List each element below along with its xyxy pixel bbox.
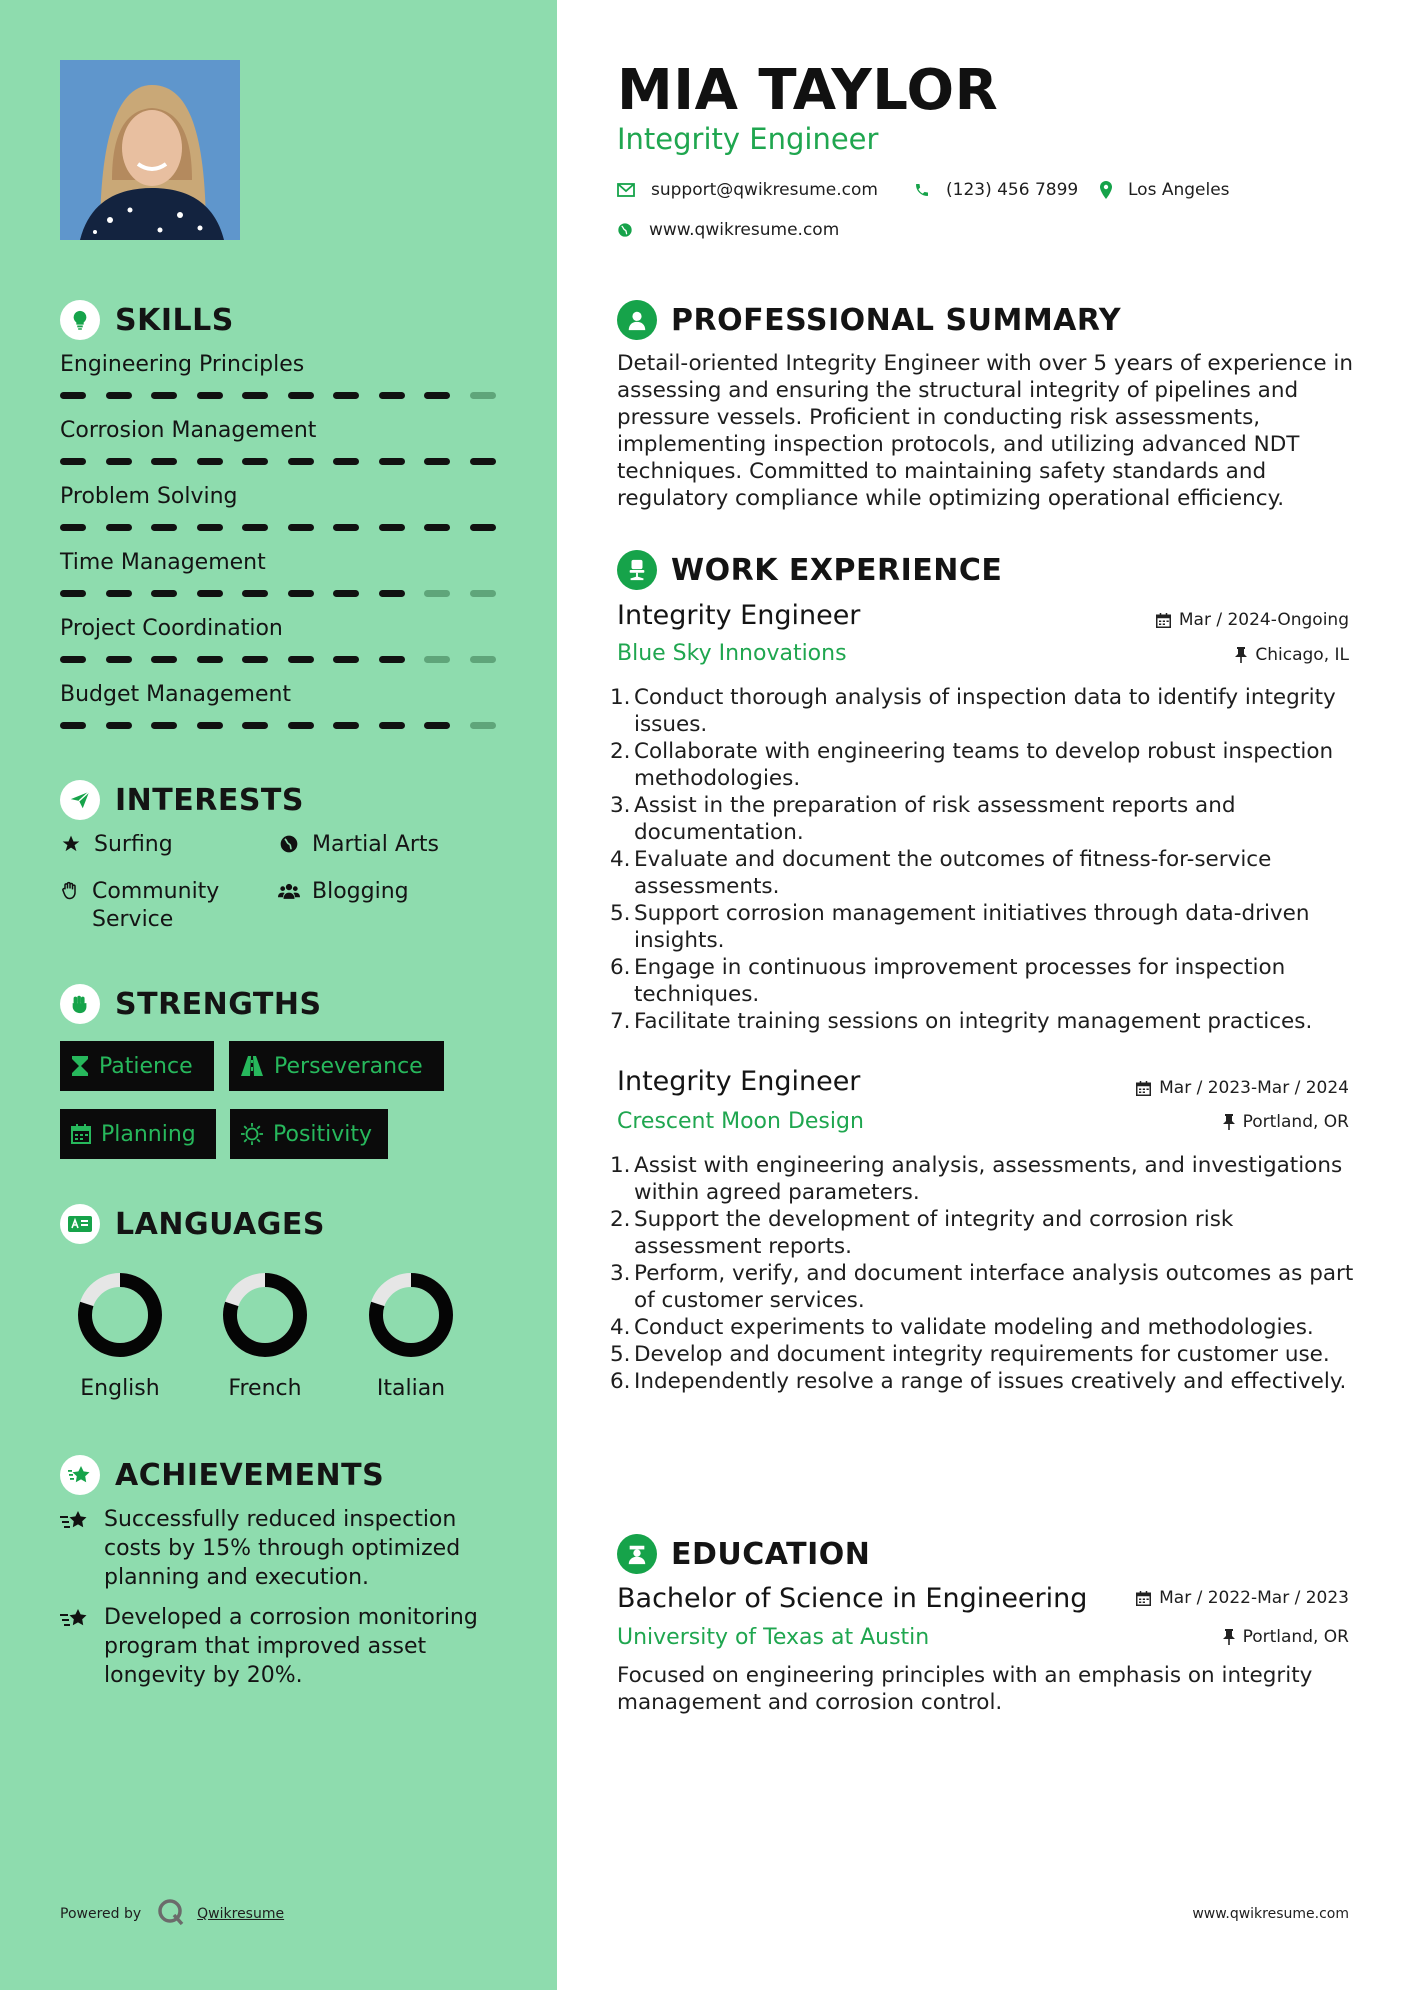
skill-item: Project Coordination [60,614,500,680]
skill-rating-dash [379,656,405,663]
skill-rating-dash [197,590,223,597]
skill-rating-dash [197,656,223,663]
job-responsibilities [610,684,1355,1035]
skill-rating-dash [60,656,86,663]
strength-badge: Patience [60,1041,214,1091]
powered-by: Powered by Qwikresume [60,1898,284,1930]
skill-rating-dash [288,722,314,729]
calendar-icon [1136,1081,1151,1096]
skill-rating [60,656,515,663]
language-icon [60,1204,100,1244]
skill-rating-dash [106,392,132,399]
paper-plane-icon [60,780,100,820]
skill-rating [60,524,515,531]
pushpin-icon [1235,647,1247,663]
skill-rating-dash [242,524,268,531]
skill-rating-dash [197,458,223,465]
skill-rating-dash [197,524,223,531]
skill-rating-dash [151,392,177,399]
interest-item: Surfing [60,831,173,859]
language-item: French [205,1270,325,1401]
pushpin-icon [1223,1629,1235,1645]
skill-item: Budget Management [60,680,500,746]
skill-rating-dash [333,722,359,729]
interests-heading: INTERESTS [60,780,304,820]
contact-email[interactable]: support@qwikresume.com [617,180,878,200]
list-item: 1. Assist with engineering analysis, assessments, and investigations within agreed parameters. [610,1153,1343,1205]
skill-rating-dash [197,392,223,399]
list-item: 7. Facilitate training sessions on integrity management practices. [610,1009,1313,1034]
language-proficiency-ring [366,1270,456,1360]
candidate-role: Integrity Engineer [617,122,879,156]
hand-icon [60,878,80,934]
skill-rating-dash [288,392,314,399]
map-pin-icon [1100,181,1112,199]
skill-rating-dash [424,458,450,465]
skill-rating-dash [242,590,268,597]
skill-rating [60,590,515,597]
skill-rating-dash [379,458,405,465]
language-item: Italian [351,1270,471,1401]
list-item: 3. Perform, verify, and document interface analysis outcomes as part of customer services. [610,1261,1354,1313]
skill-rating [60,722,515,729]
skill-rating-dash [379,392,405,399]
list-item: 1. Conduct thorough analysis of inspection data to identify integrity issues. [610,685,1336,737]
job-location: Portland, OR [1223,1112,1349,1132]
education-location: Portland, OR [1223,1627,1349,1647]
skill-rating-dash [470,722,496,729]
skills-list [60,350,500,746]
road-icon [240,1056,264,1076]
job-company: Crescent Moon Design [617,1109,864,1134]
footer-website-link[interactable]: www.qwikresume.com [1192,1906,1349,1922]
skill-rating-dash [470,458,496,465]
skill-rating-dash [60,524,86,531]
skill-rating-dash [151,590,177,597]
education-date: Mar / 2022-Mar / 2023 [1136,1588,1349,1608]
languages-heading: LANGUAGES [60,1204,325,1244]
skill-rating-dash [60,458,86,465]
skill-rating-dash [60,722,86,729]
summary-heading: PROFESSIONAL SUMMARY [617,300,1121,340]
skill-rating-dash [424,590,450,597]
education-heading: EDUCATION [617,1534,870,1574]
skill-rating-dash [333,656,359,663]
contact-location: Los Angeles [1100,180,1230,200]
degree-title: Bachelor of Science in Engineering [617,1583,1088,1614]
sidebar [0,0,557,1990]
skill-rating-dash [424,524,450,531]
sun-icon [241,1123,263,1145]
strength-badge: Positivity [230,1109,388,1159]
skill-rating-dash [288,524,314,531]
list-item: 5. Develop and document integrity requirements for customer use. [610,1342,1330,1367]
phone-icon [914,182,930,198]
strength-badge: Planning [60,1109,216,1159]
skill-rating-dash [106,590,132,597]
skill-rating-dash [379,524,405,531]
experience-heading: WORK EXPERIENCE [617,550,1002,590]
skill-rating-dash [242,392,268,399]
fist-icon [60,984,100,1024]
list-item: 5. Support corrosion management initiatives through data-driven insights. [610,901,1310,953]
skill-rating-dash [106,524,132,531]
list-item: 6. Engage in continuous improvement processes for inspection techniques. [610,955,1286,1007]
skill-rating-dash [106,722,132,729]
skill-rating-dash [106,458,132,465]
job-title: Integrity Engineer [617,600,861,631]
interest-item: Community Service [60,878,260,934]
pushpin-icon [1223,1114,1235,1130]
education-description: Focused on engineering principles with an emphasis on integrity management and corrosion control. [617,1663,1313,1715]
job-location: Chicago, IL [1235,645,1349,665]
shooting-star-icon [60,1505,94,1592]
skill-rating-dash [424,722,450,729]
star-icon [60,831,82,859]
strength-badge: Perseverance [229,1041,444,1091]
skill-rating-dash [470,590,496,597]
users-icon [278,878,300,906]
list-item: 2. Collaborate with engineering teams to develop robust inspection methodologies. [610,739,1334,791]
skill-rating-dash [288,458,314,465]
skill-rating-dash [151,722,177,729]
skill-rating-dash [424,392,450,399]
skill-rating-dash [333,590,359,597]
language-proficiency-ring [75,1270,165,1360]
skill-rating [60,392,515,399]
skill-rating-dash [333,458,359,465]
calendar-icon [1136,1591,1151,1606]
contact-website[interactable]: www.qwikresume.com [617,220,839,240]
skill-rating-dash [470,524,496,531]
job-company: Blue Sky Innovations [617,641,847,666]
profile-photo [60,60,240,240]
skill-rating-dash [379,722,405,729]
skill-rating-dash [333,392,359,399]
skill-rating-dash [106,656,132,663]
language-proficiency-ring [220,1270,310,1360]
skills-heading: SKILLS [60,300,234,340]
skill-rating-dash [470,392,496,399]
skill-item: Time Management [60,548,500,614]
shooting-star-icon [60,1603,94,1690]
skill-rating-dash [242,656,268,663]
list-item: 3. Assist in the preparation of risk assessment reports and documentation. [610,793,1236,845]
skill-rating-dash [197,722,223,729]
contact-phone[interactable]: (123) 456 7899 [914,180,1078,200]
globe-icon [617,222,633,238]
skill-rating-dash [470,656,496,663]
globe-icon [278,831,300,859]
skill-rating-dash [288,590,314,597]
candidate-name: MIA TAYLOR [617,58,999,123]
job-date: Mar / 2023-Mar / 2024 [1136,1078,1349,1098]
qwikresume-link[interactable]: Qwikresume [197,1906,285,1922]
skill-rating [60,458,515,465]
list-item: 6. Independently resolve a range of issues creatively and effectively. [610,1369,1347,1394]
achievements-heading: ACHIEVEMENTS [60,1455,384,1495]
job-responsibilities [610,1152,1355,1395]
strengths-heading: STRENGTHS [60,984,322,1024]
calendar-icon [1156,613,1171,628]
office-chair-icon [617,550,657,590]
skill-rating-dash [60,392,86,399]
list-item: 2. Support the development of integrity and corrosion risk assessment reports. [610,1207,1234,1259]
interest-item: Blogging [278,878,409,906]
skill-rating-dash [60,590,86,597]
skill-rating-dash [151,656,177,663]
language-item: English [60,1270,180,1401]
skill-item: Problem Solving [60,482,500,548]
summary-text: Detail-oriented Integrity Engineer with over 5 years of experience in assessing and ensuring the structural integrity of pipelines and pressure vessels. Proficient in conducting risk assessments, implementing inspection protocols, and utilizing advanced NDT techniques. Committed to maintaining safety standards and regulatory compliance while optimizing operational efficiency. [617,351,1354,511]
school-name: University of Texas at Austin [617,1625,930,1650]
skill-item: Engineering Principles [60,350,500,416]
skill-item: Corrosion Management [60,416,500,482]
qwikresume-logo-icon [157,1898,185,1930]
skill-rating-dash [242,722,268,729]
skill-rating-dash [288,656,314,663]
skill-rating-dash [424,656,450,663]
achievement-item: Successfully reduced inspection costs by 15% through optimized planning and execution. [60,1505,500,1592]
interest-item: Martial Arts [278,831,439,859]
skill-rating-dash [379,590,405,597]
job-date: Mar / 2024-Ongoing [1156,610,1349,630]
list-item: 4. Evaluate and document the outcomes of fitness-for-service assessments. [610,847,1272,899]
list-item: 4. Conduct experiments to validate modeling and methodologies. [610,1315,1314,1340]
skill-rating-dash [151,524,177,531]
job-title: Integrity Engineer [617,1066,861,1097]
lightbulb-icon [60,300,100,340]
skill-rating-dash [151,458,177,465]
user-icon [617,300,657,340]
achievement-item: Developed a corrosion monitoring program that improved asset longevity by 20%. [60,1603,500,1690]
calendar-icon [71,1124,91,1144]
star-badge-icon [60,1455,100,1495]
skill-rating-dash [333,524,359,531]
skill-rating-dash [242,458,268,465]
hourglass-icon [71,1055,89,1077]
graduate-icon [617,1534,657,1574]
envelope-icon [617,183,635,197]
